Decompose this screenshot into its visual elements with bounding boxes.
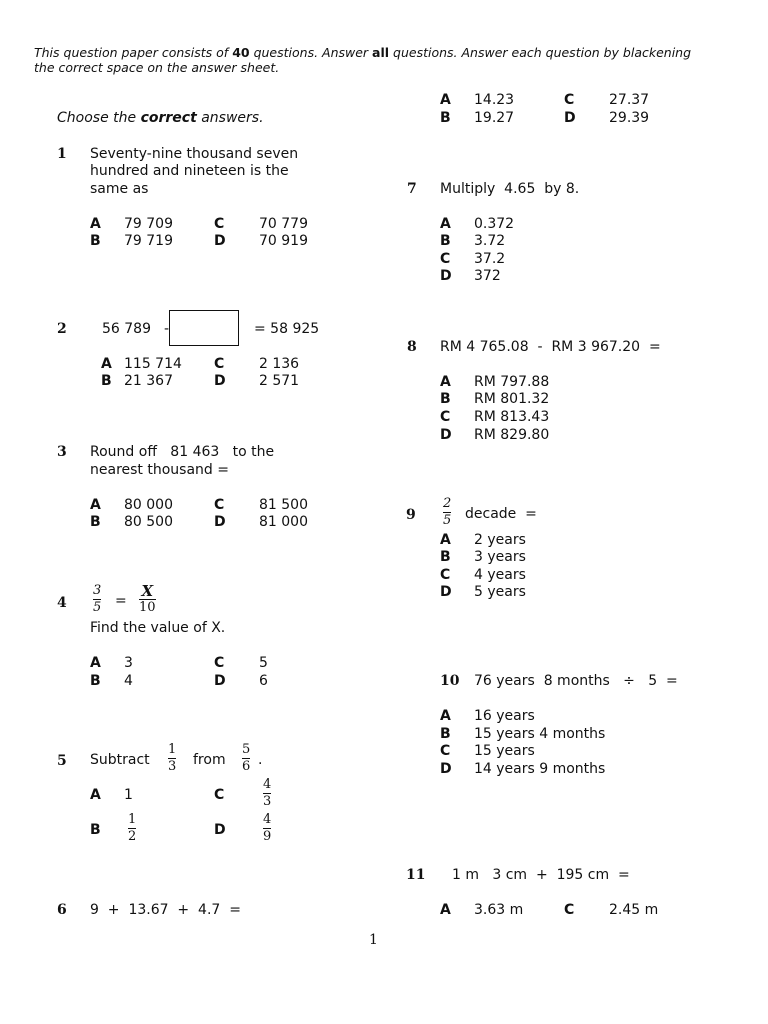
option-letter-a: A bbox=[90, 655, 101, 671]
question-text: 76 years 8 months ÷ 5 = bbox=[474, 673, 678, 689]
option-b: RM 801.32 bbox=[474, 391, 550, 407]
question-number: 4 bbox=[57, 595, 67, 611]
question-number: 10 bbox=[440, 673, 460, 689]
instruction-text: answers. bbox=[196, 110, 264, 126]
option-b: 79 719 bbox=[124, 233, 173, 249]
denominator: 9 bbox=[263, 829, 272, 844]
equals-sign: = bbox=[115, 593, 127, 609]
option-d: 29.39 bbox=[609, 110, 650, 126]
option-c: 5 bbox=[259, 655, 268, 671]
option-c: 4 years bbox=[474, 567, 526, 583]
option-letter-d: D bbox=[440, 761, 452, 777]
answer-blank-box bbox=[169, 310, 239, 346]
instruction-emphasis: correct bbox=[140, 110, 197, 126]
denominator: 6 bbox=[242, 759, 251, 774]
intro-line-2: the correct space on the answer sheet. bbox=[34, 60, 280, 75]
numerator: 3 bbox=[93, 583, 102, 598]
option-a: 1 bbox=[124, 787, 133, 803]
denominator: 5 bbox=[443, 513, 452, 528]
option-letter-c: C bbox=[564, 902, 575, 918]
fraction-a bbox=[168, 743, 176, 774]
option-letter-d: D bbox=[564, 110, 576, 126]
option-letter-b: B bbox=[101, 373, 112, 389]
option-letter-a: A bbox=[440, 902, 451, 918]
question-number: 3 bbox=[57, 444, 67, 460]
option-letter-b: B bbox=[90, 233, 101, 249]
intro-text: This question paper consists of bbox=[34, 45, 233, 60]
option-letter-d: D bbox=[440, 427, 452, 443]
option-b: 3.72 bbox=[474, 233, 506, 249]
question-text: Subtract bbox=[90, 752, 150, 768]
option-letter-b: B bbox=[90, 822, 101, 838]
question-number: 5 bbox=[57, 753, 67, 769]
fraction-right bbox=[139, 584, 156, 615]
question-number: 2 bbox=[57, 321, 67, 337]
option-letter-a: A bbox=[90, 216, 101, 232]
option-b: 21 367 bbox=[124, 373, 173, 389]
option-d bbox=[263, 813, 271, 844]
minus-sign: - bbox=[164, 321, 170, 337]
option-d: 14 years 9 months bbox=[474, 761, 606, 777]
option-letter-d: D bbox=[214, 822, 226, 838]
denominator: 2 bbox=[128, 829, 137, 844]
equation-left: 56 789 bbox=[102, 321, 151, 337]
numerator: 2 bbox=[443, 496, 452, 511]
option-letter-a: A bbox=[101, 356, 112, 372]
option-c bbox=[263, 778, 271, 809]
option-d: 81 000 bbox=[259, 514, 308, 530]
option-c: 37.2 bbox=[474, 251, 506, 267]
option-a: 14.23 bbox=[474, 92, 515, 108]
question-text: 9 + 13.67 + 4.7 = bbox=[90, 902, 241, 918]
period: . bbox=[258, 752, 263, 768]
question-number: 9 bbox=[406, 507, 416, 523]
option-a: 80 000 bbox=[124, 497, 173, 513]
option-a: 2 years bbox=[474, 532, 526, 548]
numerator: 5 bbox=[242, 742, 251, 757]
option-letter-d: D bbox=[440, 584, 452, 600]
question-text: decade = bbox=[465, 506, 537, 522]
option-b: 15 years 4 months bbox=[474, 726, 606, 742]
option-letter-b: B bbox=[440, 391, 451, 407]
option-letter-d: D bbox=[214, 233, 226, 249]
numerator: 4 bbox=[263, 777, 272, 792]
option-letter-c: C bbox=[214, 497, 225, 513]
question-number: 1 bbox=[57, 146, 67, 162]
option-letter-a: A bbox=[440, 708, 451, 724]
fraction bbox=[443, 497, 451, 528]
question-count: 40 bbox=[232, 45, 250, 60]
question-number: 8 bbox=[407, 339, 417, 355]
option-b: 4 bbox=[124, 673, 133, 689]
question-text: same as bbox=[90, 181, 149, 197]
option-letter-c: C bbox=[440, 251, 451, 267]
option-a: 3 bbox=[124, 655, 133, 671]
denominator: 10 bbox=[139, 600, 156, 615]
fraction-b bbox=[242, 743, 250, 774]
option-c: 15 years bbox=[474, 743, 535, 759]
option-letter-b: B bbox=[440, 726, 451, 742]
option-a: 16 years bbox=[474, 708, 535, 724]
option-a: 79 709 bbox=[124, 216, 173, 232]
option-a: 0.372 bbox=[474, 216, 515, 232]
option-letter-c: C bbox=[214, 356, 225, 372]
option-b: 80 500 bbox=[124, 514, 173, 530]
option-c: 81 500 bbox=[259, 497, 308, 513]
option-d: 70 919 bbox=[259, 233, 308, 249]
option-letter-c: C bbox=[214, 655, 225, 671]
question-text: Find the value of X. bbox=[90, 620, 226, 636]
option-letter-b: B bbox=[90, 514, 101, 530]
option-letter-c: C bbox=[440, 743, 451, 759]
question-text: Seventy-nine thousand seven bbox=[90, 146, 299, 162]
option-letter-a: A bbox=[90, 787, 101, 803]
option-letter-b: B bbox=[440, 233, 451, 249]
option-letter-c: C bbox=[214, 787, 225, 803]
option-d: 6 bbox=[259, 673, 268, 689]
option-letter-b: B bbox=[440, 110, 451, 126]
option-c: 2 136 bbox=[259, 356, 300, 372]
intro-line-1 bbox=[34, 45, 691, 60]
instruction bbox=[57, 110, 264, 128]
question-text: Multiply 4.65 by 8. bbox=[440, 181, 580, 197]
question-text: from bbox=[193, 752, 226, 768]
question-text: Round off 81 463 to the bbox=[90, 444, 275, 460]
option-d: 2 571 bbox=[259, 373, 300, 389]
page-number: 1 bbox=[369, 932, 378, 948]
option-d: 5 years bbox=[474, 584, 526, 600]
denominator: 3 bbox=[168, 759, 177, 774]
option-letter-c: C bbox=[564, 92, 575, 108]
option-letter-a: A bbox=[440, 92, 451, 108]
option-letter-b: B bbox=[90, 673, 101, 689]
option-letter-a: A bbox=[90, 497, 101, 513]
option-letter-c: C bbox=[440, 409, 451, 425]
option-b bbox=[128, 813, 136, 844]
question-number: 6 bbox=[57, 902, 67, 918]
option-letter-d: D bbox=[214, 514, 226, 530]
option-b: 3 years bbox=[474, 549, 526, 565]
numerator: 4 bbox=[263, 812, 272, 827]
option-letter-d: D bbox=[214, 673, 226, 689]
option-letter-a: A bbox=[440, 374, 451, 390]
option-letter-d: D bbox=[440, 268, 452, 284]
option-c: RM 813.43 bbox=[474, 409, 550, 425]
option-d: 372 bbox=[474, 268, 501, 284]
option-c: 27.37 bbox=[609, 92, 650, 108]
option-d: RM 829.80 bbox=[474, 427, 550, 443]
question-number: 11 bbox=[406, 867, 426, 883]
option-letter-a: A bbox=[440, 532, 451, 548]
intro-text: questions. Answer each question by blackening bbox=[389, 45, 692, 60]
question-text: RM 4 765.08 - RM 3 967.20 = bbox=[440, 339, 661, 355]
question-text: 1 m 3 cm + 195 cm = bbox=[452, 867, 630, 883]
question-text: nearest thousand = bbox=[90, 462, 229, 478]
fraction-left bbox=[93, 584, 101, 615]
option-letter-c: C bbox=[214, 216, 225, 232]
option-a: 3.63 m bbox=[474, 902, 524, 918]
intro-text: questions. Answer bbox=[249, 45, 373, 60]
question-number: 7 bbox=[407, 181, 417, 197]
numerator: X bbox=[141, 582, 154, 600]
option-c: 70 779 bbox=[259, 216, 308, 232]
option-letter-c: C bbox=[440, 567, 451, 583]
denominator: 3 bbox=[263, 794, 272, 809]
option-b: 19.27 bbox=[474, 110, 515, 126]
equation-right: = 58 925 bbox=[254, 321, 320, 337]
option-a: 115 714 bbox=[124, 356, 182, 372]
intro-emphasis: all bbox=[372, 45, 390, 60]
numerator: 1 bbox=[128, 812, 137, 827]
instruction-text: Choose the bbox=[57, 110, 141, 126]
option-letter-a: A bbox=[440, 216, 451, 232]
option-c: 2.45 m bbox=[609, 902, 659, 918]
option-letter-b: B bbox=[440, 549, 451, 565]
denominator: 5 bbox=[93, 600, 102, 615]
question-text: hundred and nineteen is the bbox=[90, 163, 289, 179]
option-a: RM 797.88 bbox=[474, 374, 550, 390]
numerator: 1 bbox=[168, 742, 177, 757]
option-letter-d: D bbox=[214, 373, 226, 389]
